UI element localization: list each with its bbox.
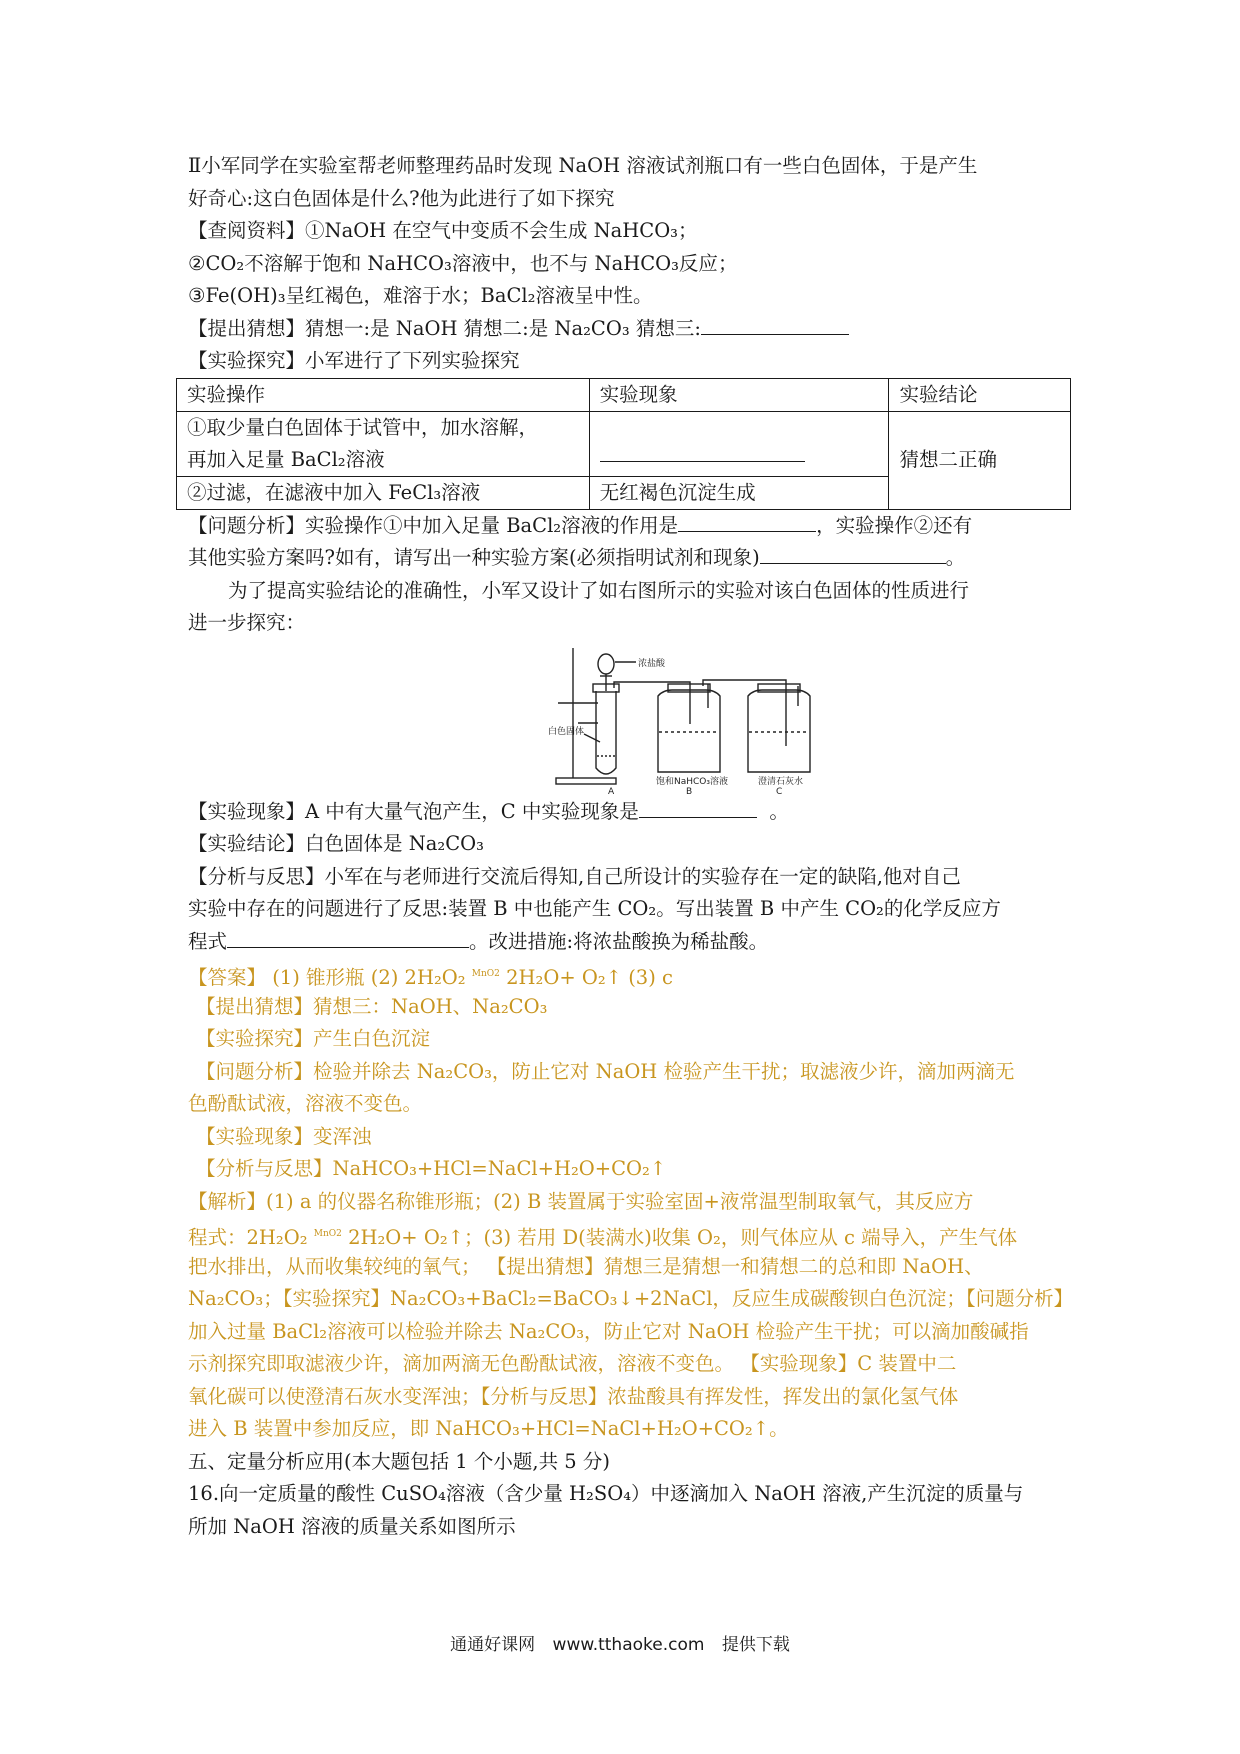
row1-operation-line1: ①取少量白色固体于试管中，加水溶解， <box>187 415 539 439</box>
explain-line-2 <box>188 1218 1068 1251</box>
table-row <box>177 411 1071 476</box>
further-line-1: 为了提高实验结论的准确性，小军又设计了如右图所示的实验对该白色固体的性质进行 <box>228 578 970 602</box>
letter-c: C <box>776 786 783 796</box>
analysis-text-1b: ，实验操作②还有 <box>816 513 973 537</box>
info-line-2: ②CO₂不溶解于饱和 NaHCO₃溶液中，也不与 NaHCO₃反应； <box>188 251 738 275</box>
explain-line-5: 加入过量 BaCl₂溶液可以检验并除去 Na₂CO₃，防止它对 NaOH 检验产生干扰；可以滴加酸碱指 <box>188 1319 1029 1343</box>
label-bottle-c: 澄清石灰水 <box>758 776 804 787</box>
info-line-1: 【查阅资料】①NaOH 在空气中变质不会生成 NaHCO₃； <box>188 219 698 242</box>
reflect-line-1: 【分析与反思】小军在与老师进行交流后得知,自己所设计的实验存在一定的缺陷,他对自己 <box>188 864 961 888</box>
explain-line-3: 把水排出，从而收集较纯的氧气； 【提出猜想】猜想三是猜想一和猜想二的总和即 NaOH、 <box>188 1254 984 1278</box>
conclusion-cell: 猜想二正确 <box>889 411 1071 509</box>
explain-text-2a: 程式：2H₂O₂ <box>188 1226 308 1249</box>
analysis-text-1a: 【问题分析】实验操作①中加入足量 BaCl₂溶液的作用是 <box>188 513 679 537</box>
reflect-line-2: 实验中存在的问题进行了反思:装置 B 中也能产生 CO₂。写出装置 B 中产生 CO₂的化学反应方 <box>188 897 1001 920</box>
reflect-text-3a: 程式 <box>188 929 228 953</box>
answer-line-3: 【实验探究】产生白色沉淀 <box>196 1027 431 1050</box>
label-white-solid: 白色固体 <box>548 726 585 737</box>
explore-line: 【实验探究】小军进行了下列实验探究 <box>188 349 520 372</box>
reflect-text-3b: 。改进措施:将浓盐酸换为稀盐酸。 <box>469 929 769 953</box>
header-conclusion: 实验结论 <box>889 378 1071 411</box>
answer-line-6: 【实验现象】变浑浊 <box>196 1124 372 1148</box>
experiment-table <box>176 378 1071 510</box>
header-operation: 实验操作 <box>177 378 590 411</box>
footer-url[interactable]: www.tthaoke.com <box>552 1635 705 1655</box>
further-line-2: 进一步探究： <box>188 611 306 634</box>
page-footer <box>0 1630 1240 1655</box>
answer-text-1a: 【答案】 (1) 锥形瓶 (2) 2H₂O₂ <box>188 966 466 989</box>
explain-line-1: 【解析】(1) a 的仪器名称锥形瓶；(2) B 装置属于实验室固+液常温型制取氧气，其反应方 <box>188 1189 974 1213</box>
label-bottle-b: 饱和NaHCO₃溶液 <box>656 776 728 787</box>
explain-catalyst-label: MnO2 <box>313 1229 342 1239</box>
intro-line-1: Ⅱ小军同学在实验室帮老师整理药品时发现 NaOH 溶液试剂瓶口有一些白色固体，于是产生 <box>188 154 978 177</box>
label-conc-hcl: 浓盐酸 <box>638 658 666 669</box>
analysis-line-1 <box>188 510 1068 543</box>
phenomenon-line <box>188 796 1068 829</box>
alternative-plan-blank[interactable] <box>760 543 946 564</box>
apparatus-figure <box>548 646 848 796</box>
bacl2-purpose-blank[interactable] <box>678 511 816 532</box>
row1-phenomenon-blank[interactable] <box>600 437 805 462</box>
phenomenon-end: 。 <box>769 799 789 823</box>
explain-line-7: 氧化碳可以使澄清石灰水变浑浊；【分析与反思】浓盐酸具有挥发性，挥发出的氯化氢气体 <box>188 1384 959 1408</box>
letter-a: A <box>608 786 615 796</box>
answer-line-2: 【提出猜想】猜想三：NaOH、Na₂CO₃ <box>196 994 548 1018</box>
row1-operation-line2: 再加入足量 BaCl₂溶液 <box>187 447 385 471</box>
row2-phenomenon: 无红褐色沉淀生成 <box>589 476 889 509</box>
info-line-3: ③Fe(OH)₃呈红褐色，难溶于水；BaCl₂溶液呈中性。 <box>188 284 653 307</box>
worksheet-page <box>187 150 1074 1543</box>
explain-line-6: 示剂探究即取滤液少许，滴加两滴无色酚酞试液，溶液不变色。 【实验现象】C 装置中二 <box>188 1352 957 1375</box>
table-header-row <box>177 378 1071 411</box>
conclusion-line: 【实验结论】白色固体是 Na₂CO₃ <box>188 832 484 855</box>
guess-line <box>188 313 1068 346</box>
footer-note: 提供下载 <box>721 1635 790 1655</box>
header-phenomenon: 实验现象 <box>589 378 889 411</box>
catalyst-label: MnO2 <box>471 969 500 979</box>
footer-site: 通通好课网 <box>450 1635 536 1655</box>
row1-operation <box>177 411 590 476</box>
analysis-text-2b: 。 <box>945 546 966 569</box>
equation-blank[interactable] <box>227 927 469 948</box>
answer-line-4: 【问题分析】检验并除去 Na₂CO₃，防止它对 NaOH 检验产生干扰；取滤液少许，滴加两滴无 <box>196 1059 1015 1083</box>
c-phenomenon-blank[interactable] <box>639 797 757 818</box>
answer-text-1b: 2H₂O+ O₂↑ (3) c <box>506 966 673 989</box>
q16-line-1: 16.向一定质量的酸性 CuSO₄溶液（含少量 H₂SO₄）中逐滴加入 NaOH 溶液,产生沉淀的质量与 <box>188 1482 1024 1505</box>
explain-line-8: 进入 B 装置中参加反应，即 NaHCO₃+HCl=NaCl+H₂O+CO₂↑。 <box>188 1417 789 1440</box>
phenomenon-text: 【实验现象】A 中有大量气泡产生，C 中实验现象是 <box>188 799 639 823</box>
guess-text: 【提出猜想】猜想一:是 NaOH 猜想二:是 Na₂CO₃ 猜想三: <box>188 316 701 340</box>
explain-text-2b: 2H₂O+ O₂↑；(3) 若用 D(装满水)收集 O₂，则气体应从 c 端导入，产生气体 <box>348 1226 1018 1249</box>
letter-b: B <box>686 786 693 796</box>
analysis-line-2 <box>188 542 1068 575</box>
answer-line-7: 【分析与反思】NaHCO₃+HCl=NaCl+H₂O+CO₂↑ <box>196 1157 667 1180</box>
intro-line-2: 好奇心:这白色固体是什么?他为此进行了如下探究 <box>188 186 615 210</box>
row2-operation: ②过滤，在滤液中加入 FeCl₃溶液 <box>177 476 590 509</box>
explain-line-4: Na₂CO₃；【实验探究】Na₂CO₃+BaCl₂=BaCO₃↓+2NaCl，反应生成碳酸钡白色沉淀；【问题分析】 <box>188 1287 1074 1310</box>
apparatus-diagram <box>548 646 848 796</box>
answer-line-1 <box>188 958 1068 991</box>
answer-line-5: 色酚酞试液，溶液不变色。 <box>188 1092 423 1115</box>
row1-phenomenon <box>589 411 889 476</box>
analysis-text-2a: 其他实验方案吗?如有，请写出一种实验方案(必须指明试剂和现象) <box>188 546 760 569</box>
q16-line-2: 所加 NaOH 溶液的质量关系如图所示 <box>188 1514 516 1538</box>
section5-heading: 五、定量分析应用(本大题包括 1 个小题,共 5 分) <box>188 1449 611 1473</box>
reflect-line-3 <box>188 926 1068 959</box>
guess-three-blank[interactable] <box>701 314 849 335</box>
